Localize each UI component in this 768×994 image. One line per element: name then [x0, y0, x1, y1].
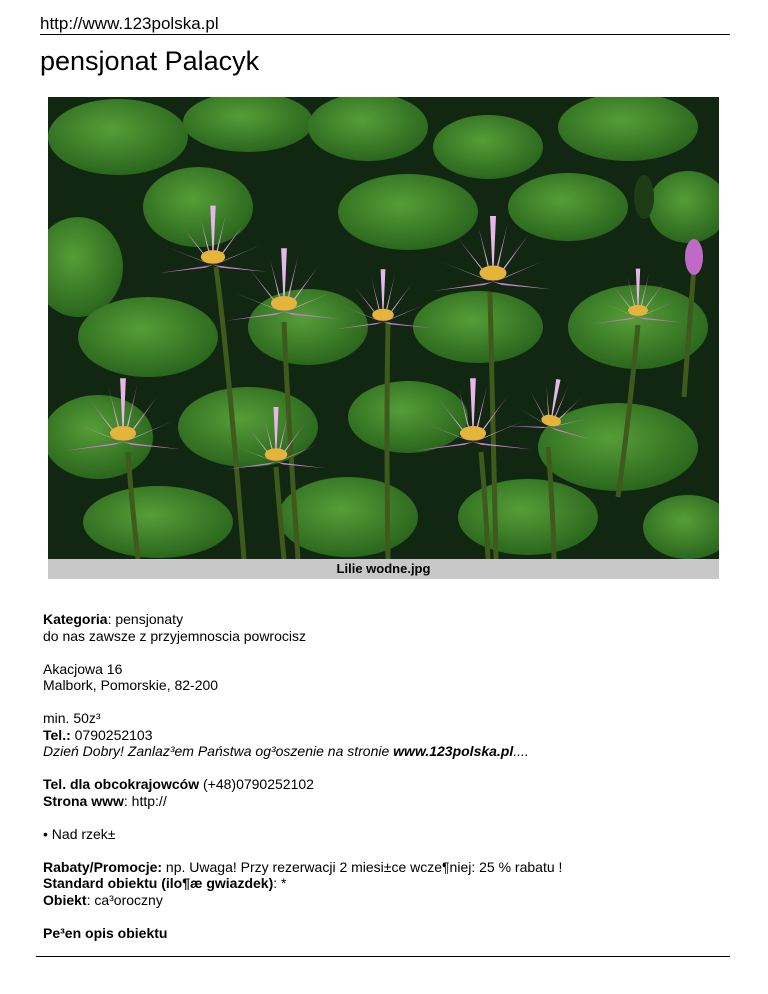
- header-divider: [40, 34, 730, 35]
- note-link: www.123polska.pl: [393, 743, 514, 759]
- footer-divider: [36, 956, 730, 957]
- category-value: : pensjonaty: [107, 611, 184, 627]
- standard-value: : *: [273, 875, 287, 891]
- promotions-line: [43, 859, 733, 876]
- category-line: [43, 611, 733, 628]
- website-label: Strona www: [43, 792, 124, 809]
- city-line: Malbork, Pomorskie, 82-200: [43, 677, 219, 693]
- page-title: pensjonat Palacyk: [40, 46, 260, 76]
- category-label: Kategoria: [43, 611, 108, 627]
- object-label: Obiekt: [43, 891, 87, 908]
- promotions-label: Rabaty/Promocje:: [43, 858, 163, 875]
- phone-line: [43, 727, 733, 744]
- foreign-phone-label: Tel. dla obcokrajowców: [43, 776, 200, 792]
- phone-label: Tel.:: [43, 726, 71, 743]
- website-value: : http://: [123, 792, 167, 809]
- promotions-value: np. Uwaga! Przy rezerwacji 2 miesi±ce wcze¶niej: 25 % rabatu !: [162, 858, 563, 875]
- object-line: [43, 892, 733, 909]
- water-lilies-photo: [48, 97, 719, 559]
- contact-note: [43, 743, 733, 760]
- street-address: Akacjowa 16: [43, 660, 123, 677]
- website-line: [43, 793, 733, 810]
- full-description-heading: [43, 925, 733, 942]
- phone-value: 0790252103: [70, 726, 153, 743]
- note-text: Dzień Dobry! Zanlaz³em Państwa og³oszenie na stronie: [43, 743, 394, 759]
- price: min. 50z³: [43, 710, 101, 726]
- object-value: : ca³oroczny: [86, 891, 163, 908]
- standard-line: [43, 875, 733, 892]
- site-url[interactable]: http://www.123polska.pl: [40, 14, 219, 33]
- feature-item: • Nad rzek±: [43, 825, 116, 842]
- foreign-phone-value: (+48)0790252102: [199, 776, 314, 792]
- standard-label: Standard obiektu (ilo¶æ gwiazdek): [43, 875, 274, 891]
- note-tail: ....: [513, 743, 529, 759]
- image-caption: Lilie wodne.jpg: [48, 559, 719, 579]
- slogan: do nas zawsze z przyjemnoscia powrocisz: [43, 627, 306, 644]
- listing-details: [43, 611, 733, 941]
- foreign-phone-line: [43, 776, 733, 793]
- full-description-label: Pe³en opis obiektu: [43, 924, 168, 941]
